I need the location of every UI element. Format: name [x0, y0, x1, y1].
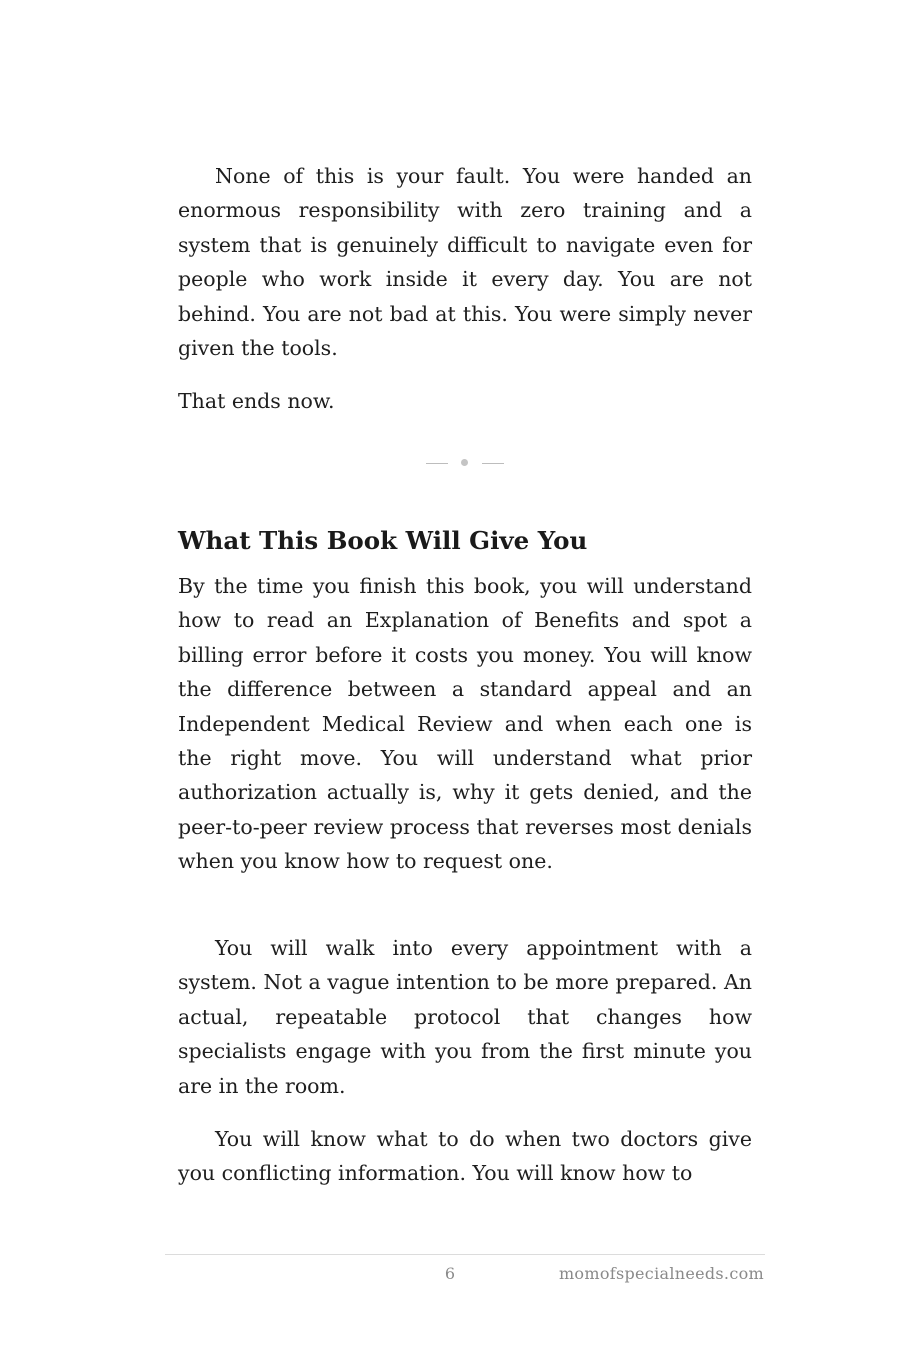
page-number: 6 [444, 1264, 456, 1283]
footer-rule [165, 1254, 765, 1255]
body-paragraph: By the time you finish this book, you will understand how to read an Explanation of Benefits and spot a billing error before it costs you money. You will know the difference between a standard appeal and an Independent Medical Review and when each one is the right move. You will understand what prior authorization actually is, why it gets denied, and the peer-to-peer review process that reverses most denials when you know how to request one. [178, 574, 752, 874]
footer-site-url: momofspecialneeds.com [558, 1264, 764, 1283]
body-paragraph: None of this is your fault. You were handed an enormous responsibility with zero training and a system that is genuinely difficult to navigate even for people who work inside it every day. You are not behind. You are not bad at this. You were simply never given the tools. [178, 164, 752, 361]
section-divider [426, 455, 504, 471]
section-heading: What This Book Will Give You [178, 526, 588, 555]
divider-dash [426, 463, 448, 464]
body-paragraph: You will know what to do when two doctors give you conflicting information. You will know how to [178, 1127, 752, 1186]
divider-dot [461, 459, 468, 466]
body-paragraph: You will walk into every appointment with a system. Not a vague intention to be more prepared. An actual, repeatable protocol that changes how specialists engage with you from the first minute you are in the room. [178, 936, 752, 1098]
body-paragraph: That ends now. [178, 389, 335, 413]
divider-dash [482, 463, 504, 464]
